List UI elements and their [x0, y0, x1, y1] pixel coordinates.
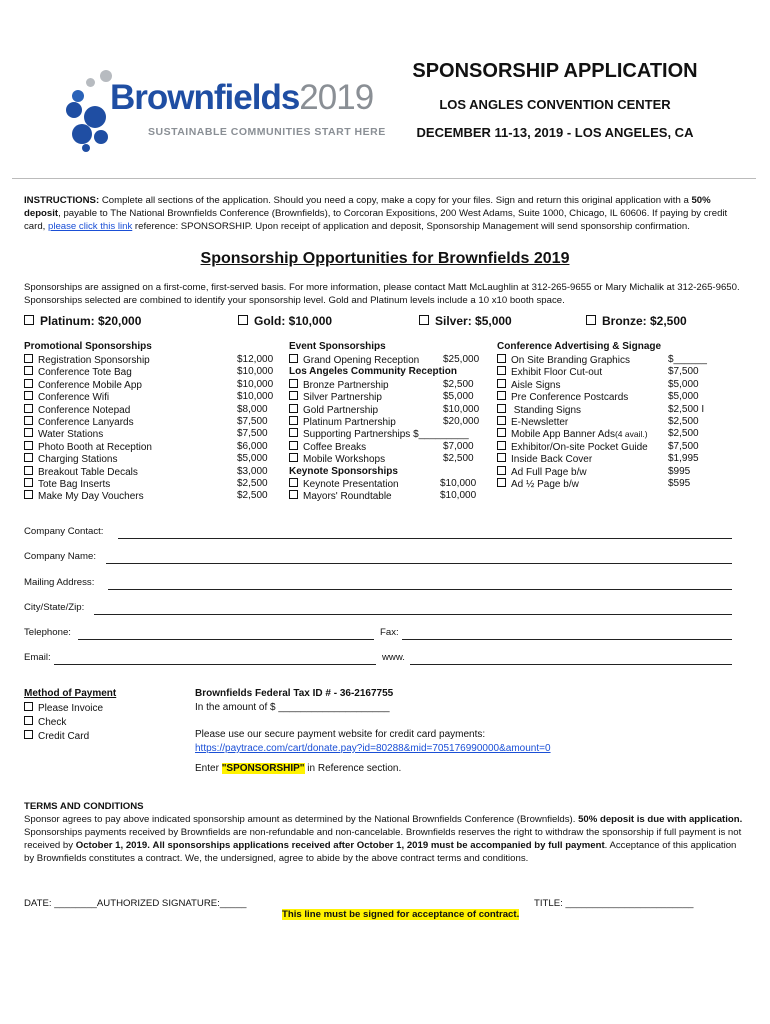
- item-label: Grand Opening Reception: [303, 355, 420, 366]
- advertising-item[interactable]: [497, 478, 579, 490]
- checkbox-icon[interactable]: [419, 315, 429, 325]
- item-label: Pre Conference Postcards: [511, 392, 629, 404]
- payment-option-label: Check: [38, 717, 67, 728]
- item-price: $10,000: [237, 378, 274, 390]
- item-price: $7,500: [668, 440, 699, 452]
- promotional-item[interactable]: [24, 428, 103, 440]
- advertising-item[interactable]: [497, 466, 587, 478]
- item-price: $3,000: [237, 465, 268, 477]
- advertising-item[interactable]: [497, 379, 560, 391]
- item-price: $1,995: [668, 453, 699, 465]
- item-label: Water Stations: [38, 429, 104, 441]
- item-label: Aisle Signs: [511, 379, 561, 391]
- email-field[interactable]: [54, 664, 376, 665]
- payment-website-note: Please use our secure payment website for credit card payments:: [195, 729, 486, 740]
- item-price: $2,500 I: [668, 403, 705, 415]
- page-title: SPONSORSHIP APPLICATION: [412, 60, 698, 82]
- fax-field[interactable]: [402, 639, 732, 640]
- checkbox-icon[interactable]: [497, 404, 506, 413]
- checkbox-icon[interactable]: [24, 391, 33, 400]
- item-label: Keynote Sponsorships: [289, 465, 398, 477]
- instructions-text: Complete all sections of the application. Should you need a copy, make a copy for your files. Sign and return this original application with a: [99, 195, 692, 206]
- level-platinum[interactable]: [24, 314, 141, 328]
- level-label: Platinum: $20,000: [40, 314, 142, 328]
- checkbox-icon[interactable]: [497, 466, 506, 475]
- checkbox-icon[interactable]: [497, 416, 506, 425]
- advertising-heading: Conference Advertising & Signage: [497, 341, 662, 352]
- advertising-item[interactable]: [497, 404, 581, 416]
- logo-dot: [66, 102, 82, 118]
- instructions-label: INSTRUCTIONS:: [24, 195, 100, 206]
- checkbox-icon[interactable]: [24, 716, 33, 725]
- item-label: Mobile App Banner Ads: [511, 429, 615, 441]
- item-label: Exhibit Floor Cut-out: [511, 367, 603, 379]
- reference-text: Enter: [195, 763, 222, 774]
- event-item[interactable]: [289, 354, 419, 366]
- terms-bold-text: October 1, 2019.: [75, 840, 150, 851]
- checkbox-icon[interactable]: [497, 441, 506, 450]
- item-label: Inside Back Cover: [511, 454, 593, 466]
- item-price: $7,500: [237, 428, 268, 440]
- promotional-item[interactable]: [24, 490, 144, 502]
- mailing-address-label: Mailing Address:: [24, 577, 95, 588]
- payment-url-link[interactable]: https://paytrace.com/cart/donate.pay?id=80288&mid=705176990000&amount=0: [195, 743, 551, 754]
- item-price: $______: [668, 354, 707, 365]
- item-price: $10,000: [440, 490, 477, 502]
- event-subheading: [289, 366, 457, 378]
- promotional-item[interactable]: [24, 466, 138, 478]
- mailing-address-field[interactable]: [108, 589, 732, 590]
- level-label: Gold: $10,000: [254, 314, 333, 328]
- payment-option-check[interactable]: [24, 716, 66, 728]
- company-name-label: Company Name:: [24, 551, 96, 562]
- event-heading: Event Sponsorships: [289, 341, 386, 352]
- terms-text: . Acceptance of this application by Brownfields constitutes a contract. We, the undersigned, agree to abide by the above contract terms and conditions.: [24, 840, 737, 864]
- logo-dot: [86, 78, 95, 87]
- telephone-label: Telephone:: [24, 627, 71, 638]
- payment-method-heading: Method of Payment: [24, 688, 117, 699]
- item-label: Tote Bag Inserts: [38, 479, 111, 490]
- item-price: $2,500: [237, 490, 268, 502]
- logo-dot: [72, 90, 84, 102]
- promotional-item[interactable]: [24, 416, 134, 428]
- checkbox-icon[interactable]: [289, 416, 298, 425]
- item-label: Supporting Partnerships $_________: [303, 429, 469, 441]
- item-price: $5,000: [668, 391, 699, 403]
- event-item[interactable]: [289, 478, 399, 490]
- logo-tagline: SUSTAINABLE COMMUNITIES START HERE: [148, 126, 386, 138]
- item-label: Platinum Partnership: [303, 417, 396, 428]
- telephone-field[interactable]: [78, 639, 374, 640]
- item-price: $10,000: [440, 478, 477, 489]
- item-price: $7,000: [443, 440, 474, 452]
- item-label: Registration Sponsorship: [38, 355, 150, 366]
- item-label: Mobile Workshops: [303, 454, 386, 466]
- promotional-item[interactable]: [24, 453, 118, 465]
- checkbox-icon[interactable]: [24, 702, 33, 711]
- title-field[interactable]: TITLE: ________________________: [534, 898, 694, 909]
- checkbox-icon[interactable]: [24, 730, 33, 739]
- event-item[interactable]: [289, 453, 385, 465]
- level-label: Silver: $5,000: [435, 314, 512, 328]
- item-label: Ad Full Page b/w: [511, 466, 587, 478]
- advertising-item[interactable]: [497, 391, 628, 403]
- checkbox-icon[interactable]: [24, 354, 33, 363]
- item-price: $25,000: [443, 354, 480, 365]
- item-label: Silver Partnership: [303, 392, 382, 404]
- checkbox-icon[interactable]: [24, 490, 33, 499]
- item-label: E-Newsletter: [511, 417, 569, 428]
- terms-bold-text: 50% deposit is due with application.: [578, 814, 743, 825]
- item-label: Coffee Breaks: [303, 441, 367, 453]
- date-signature-field[interactable]: DATE: ________AUTHORIZED SIGNATURE:_____: [24, 898, 247, 909]
- brownfields-logo: [62, 64, 386, 154]
- checkbox-icon[interactable]: [24, 453, 33, 462]
- promotional-item[interactable]: [24, 379, 142, 391]
- company-contact-field[interactable]: [118, 538, 732, 539]
- item-label: Bronze Partnership: [303, 379, 389, 391]
- logo-wordmark: Brownfields2019: [110, 78, 374, 117]
- item-price: $10,000: [237, 366, 274, 378]
- item-label: Photo Booth at Reception: [38, 441, 152, 453]
- amount-field[interactable]: In the amount of $ ____________________: [195, 702, 390, 713]
- payment-option-label: Please Invoice: [38, 703, 104, 714]
- terms-text: Sponsor agrees to pay above indicated sponsorship amount as determined by the National Brownfields Conference (Brownfields).: [24, 814, 579, 825]
- website-field[interactable]: [410, 664, 732, 665]
- checkbox-icon[interactable]: [289, 354, 298, 363]
- item-label: Charging Stations: [38, 454, 118, 466]
- checkbox-icon[interactable]: [289, 379, 298, 388]
- city-state-zip-field[interactable]: [94, 614, 732, 615]
- checkbox-icon[interactable]: [289, 404, 298, 413]
- promotional-item[interactable]: [24, 391, 109, 403]
- instructions-paragraph: [24, 194, 746, 233]
- checkbox-icon[interactable]: [24, 441, 33, 450]
- level-label: Bronze: $2,500: [602, 314, 687, 328]
- terms-heading: TERMS AND CONDITIONS: [24, 801, 144, 812]
- checkbox-icon[interactable]: [24, 379, 33, 388]
- event-item[interactable]: [289, 404, 378, 416]
- item-label: Conference Mobile App: [38, 379, 142, 391]
- company-contact-label: Company Contact:: [24, 526, 104, 537]
- level-silver[interactable]: [419, 314, 512, 328]
- tax-id-text: Brownfields Federal Tax ID # - 36-2167755: [195, 688, 394, 699]
- item-price: $6,000: [237, 440, 268, 452]
- level-gold[interactable]: [238, 314, 332, 328]
- item-price: $7,500: [668, 366, 699, 378]
- item-price: $2,500: [237, 478, 268, 489]
- checkbox-icon[interactable]: [497, 428, 506, 437]
- item-label: Los Angeles Community Reception: [289, 366, 457, 378]
- promotional-item[interactable]: [24, 478, 110, 490]
- checkbox-icon[interactable]: [289, 453, 298, 462]
- terms-text: Sponsorships payments received by Brownfields are non-refundable and non-cancelable. Brownfields reserves the right to withdraw the sponsorship if full payment is not received by: [24, 827, 742, 851]
- item-label: Breakout Table Decals: [38, 466, 138, 478]
- checkbox-icon[interactable]: [24, 315, 34, 325]
- item-label: Conference Notepad: [38, 404, 131, 416]
- item-price: $595: [668, 478, 691, 489]
- item-label: Exhibitor/On-site Pocket Guide: [511, 441, 648, 453]
- advertising-item[interactable]: [497, 416, 568, 428]
- checkbox-icon[interactable]: [24, 428, 33, 437]
- advertising-item[interactable]: [497, 453, 592, 465]
- item-label: Ad ½ Page b/w: [511, 479, 579, 490]
- terms-paragraph: [24, 813, 746, 865]
- checkbox-icon[interactable]: [289, 478, 298, 487]
- reference-instruction: [195, 763, 401, 774]
- checkbox-icon[interactable]: [24, 416, 33, 425]
- event-item[interactable]: [289, 490, 392, 502]
- reference-text: in Reference section.: [304, 763, 402, 774]
- item-label: On Site Branding Graphics: [511, 355, 630, 366]
- checkbox-icon[interactable]: [24, 404, 33, 413]
- checkbox-icon[interactable]: [24, 366, 33, 375]
- event-item[interactable]: [289, 416, 396, 428]
- checkbox-icon[interactable]: [289, 441, 298, 450]
- item-price: $2,500: [443, 453, 474, 465]
- fax-label: Fax:: [380, 627, 399, 638]
- checkbox-icon[interactable]: [24, 466, 33, 475]
- advertising-item[interactable]: [497, 354, 630, 366]
- item-price: $20,000: [443, 416, 480, 427]
- item-label: Standing Signs: [511, 404, 582, 416]
- logo-dot: [82, 144, 90, 152]
- checkbox-icon[interactable]: [497, 478, 506, 487]
- credit-card-link[interactable]: please click this link: [48, 221, 133, 232]
- item-price: $2,500: [443, 378, 474, 390]
- company-name-field[interactable]: [106, 563, 732, 564]
- checkbox-icon[interactable]: [497, 379, 506, 388]
- advertising-item[interactable]: [497, 366, 602, 378]
- checkbox-icon[interactable]: [238, 315, 248, 325]
- item-label: Mayors' Roundtable: [303, 491, 392, 503]
- city-state-zip-label: City/State/Zip:: [24, 602, 85, 613]
- reference-code: "SPONSORSHIP": [221, 763, 305, 774]
- item-price: $8,000: [237, 403, 268, 415]
- logo-dot: [94, 130, 108, 144]
- payment-option-credit-card[interactable]: [24, 730, 89, 742]
- checkbox-icon[interactable]: [497, 354, 506, 363]
- item-price: $5,000: [237, 453, 268, 465]
- email-label: Email:: [24, 652, 51, 663]
- promotional-item[interactable]: [24, 404, 130, 416]
- payment-option-invoice[interactable]: [24, 702, 103, 714]
- header-divider: [12, 178, 756, 179]
- level-bronze[interactable]: [586, 314, 687, 328]
- item-label: Conference Wifi: [38, 392, 110, 404]
- event-subheading: [289, 466, 398, 478]
- promotional-item[interactable]: [24, 354, 150, 366]
- checkbox-icon[interactable]: [289, 391, 298, 400]
- item-price: $5,000: [668, 378, 699, 390]
- www-label: www.: [382, 652, 405, 663]
- instructions-text: , payable to The National Brownfields Conference (Brownfields), to Corcoran Expositions, 200 West Adams, Suite 1000, Chicago, IL 60606. If paying by credit card,: [24, 208, 728, 232]
- checkbox-icon[interactable]: [497, 366, 506, 375]
- instructions-text: reference: SPONSORSHIP. Upon receipt of application and deposit, Sponsorship Management will send sponsorship confirmation.: [132, 221, 690, 232]
- item-label: Make My Day Vouchers: [38, 491, 144, 503]
- checkbox-icon[interactable]: [289, 490, 298, 499]
- item-label: Conference Lanyards: [38, 417, 134, 428]
- promotional-item[interactable]: [24, 441, 152, 453]
- venue-text: LOS ANGLES CONVENTION CENTER: [439, 97, 671, 112]
- checkbox-icon[interactable]: [586, 315, 596, 325]
- opportunities-title: Sponsorship Opportunities for Brownfields 2019: [200, 250, 570, 267]
- item-note: (4 avail.): [614, 429, 648, 440]
- item-label: Conference Tote Bag: [38, 367, 132, 379]
- event-item[interactable]: [289, 441, 366, 453]
- checkbox-icon[interactable]: [289, 428, 298, 437]
- item-price: $12,000: [237, 354, 274, 365]
- item-label: Keynote Presentation: [303, 479, 399, 490]
- logo-dot: [72, 124, 92, 144]
- item-label: Gold Partnership: [303, 404, 379, 416]
- signature-required-note: This line must be signed for acceptance of contract.: [282, 909, 520, 920]
- checkbox-icon[interactable]: [497, 453, 506, 462]
- event-item[interactable]: [289, 428, 469, 440]
- advertising-item[interactable]: [497, 441, 648, 453]
- deposit-text: 50% deposit: [24, 195, 711, 219]
- terms-bold-text: All sponsorships applications received after October 1, 2019 must be accompanied by full payment: [152, 840, 605, 851]
- terms-section: [24, 800, 746, 865]
- promotional-item[interactable]: [24, 366, 132, 378]
- promotional-heading: Promotional Sponsorships: [24, 341, 152, 352]
- item-price: $2,500: [668, 416, 699, 427]
- payment-option-label: Credit Card: [38, 731, 90, 742]
- advertising-item[interactable]: [497, 428, 648, 440]
- item-price: $10,000: [237, 391, 274, 403]
- item-price: $5,000: [443, 391, 474, 403]
- checkbox-icon[interactable]: [24, 478, 33, 487]
- opportunities-description: Sponsorships are assigned on a first-come, first-served basis. For more information, please contact Matt McLaughlin at 312-265-9655 or Mary Michalik at 312-265-9650. Sponsorships selected are combined to identify your sponsorship level. Gold and Platinum levels include a 10 x10 booth space.: [24, 282, 740, 306]
- item-price: $995: [668, 465, 691, 477]
- event-item[interactable]: [289, 391, 382, 403]
- checkbox-icon[interactable]: [497, 391, 506, 400]
- item-price: $2,500: [668, 428, 699, 440]
- item-price: $7,500: [237, 416, 268, 427]
- dates-text: DECEMBER 11-13, 2019 - LOS ANGELES, CA: [416, 125, 694, 140]
- item-price: $10,000: [443, 403, 480, 415]
- event-item[interactable]: [289, 379, 389, 391]
